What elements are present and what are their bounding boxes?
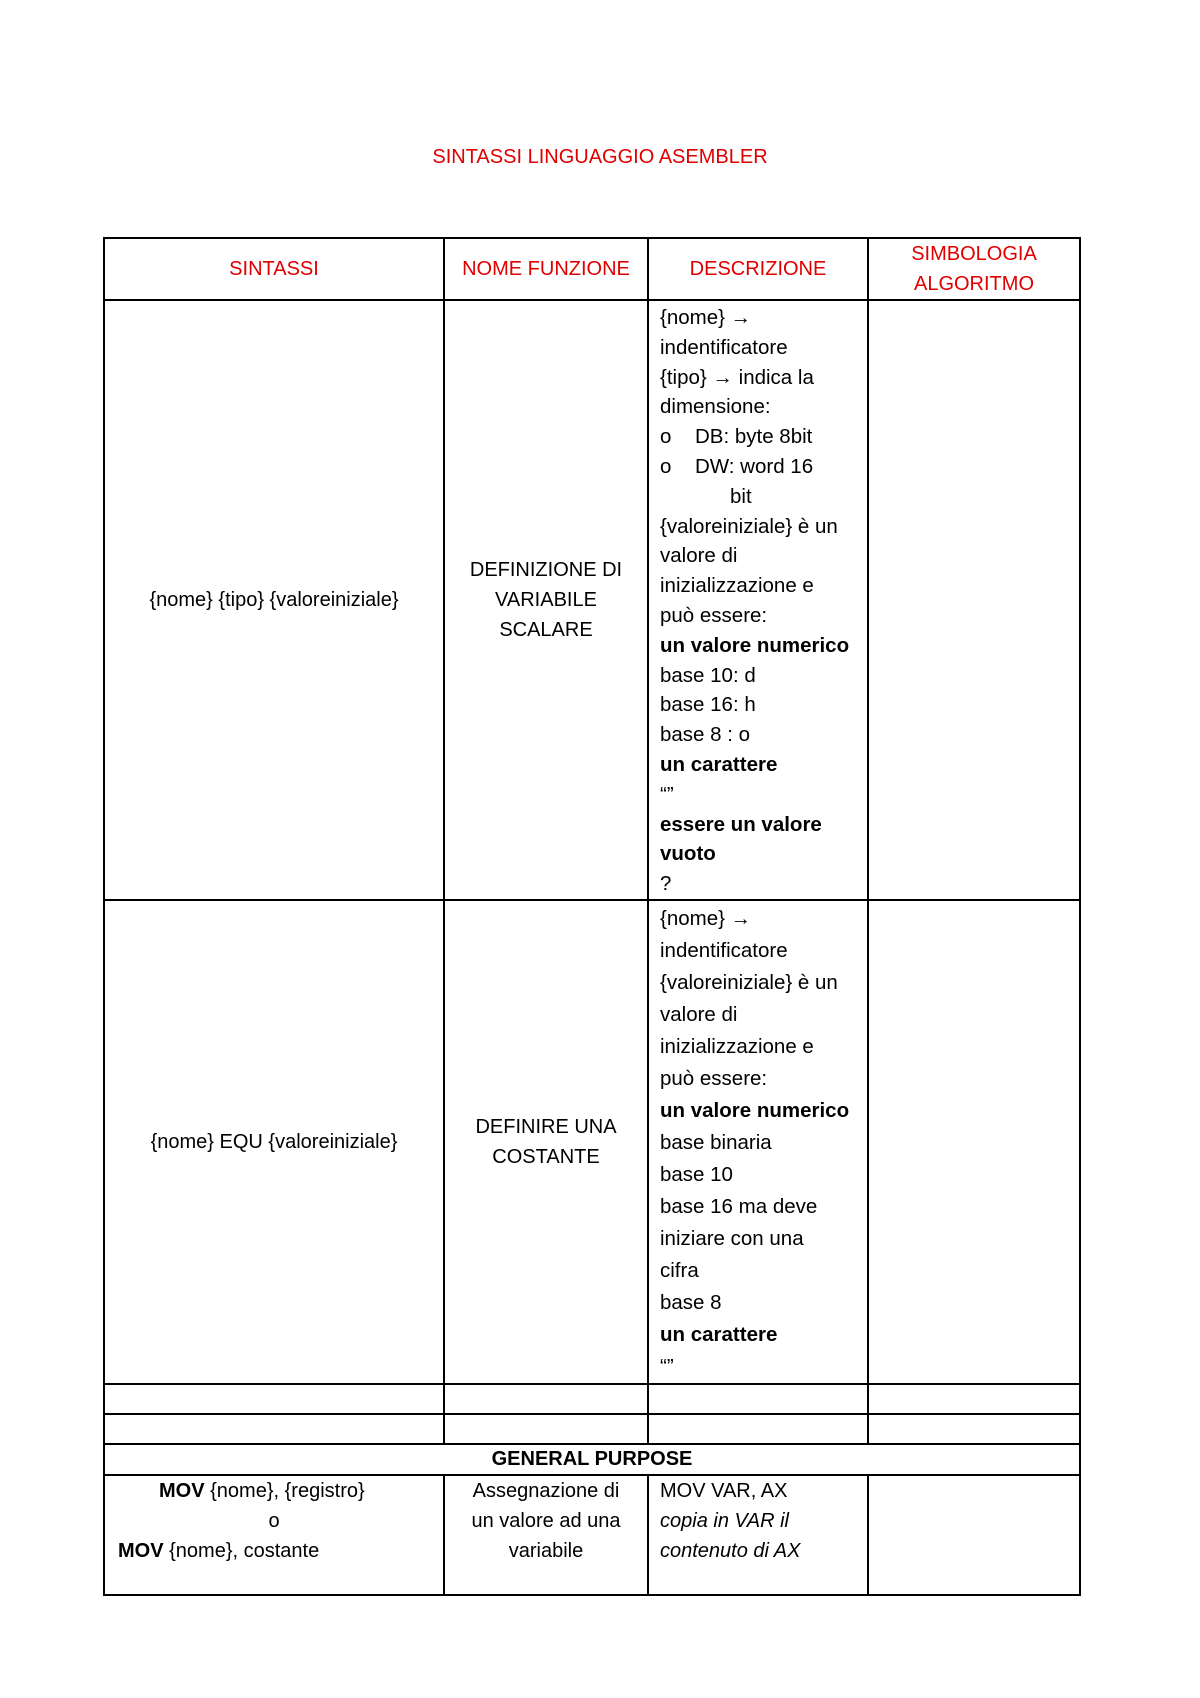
desc-line: un carattere [660,1322,778,1346]
function-text: SCALARE [499,618,593,641]
desc-line: base 16: h [660,693,756,717]
desc-line: copia in VAR il [660,1509,789,1532]
desc-line: essere un valore [660,812,822,836]
description-cell [648,900,868,1384]
desc-line: {nome} → [660,906,752,930]
empty-cell [648,1414,868,1444]
bullet-text: bit [730,484,752,508]
desc-line: “” [660,1354,674,1378]
table-row [104,300,1080,900]
function-cell [444,300,648,900]
desc-line: può essere: [660,603,768,627]
desc-line: base 10 [660,1162,733,1186]
desc-line: {valoreiniziale} è un [660,970,838,994]
empty-cell [868,1414,1080,1444]
syntax-table [103,237,1081,1596]
header-simbologia: SIMBOLOGIA ALGORITMO [868,238,1080,300]
empty-cell [444,1384,648,1414]
function-text: DEFINIRE UNA [475,1115,617,1138]
desc-line: può essere: [660,1066,768,1090]
bullet-text: DW: word 16 [695,454,814,478]
bullet-item [660,422,863,452]
syntax-text: {nome} {tipo} {valoreiniziale} [149,588,399,611]
syntax-keyword: MOV [118,1539,164,1562]
syntax-keyword: MOV [159,1479,205,1502]
function-cell [444,1475,648,1595]
desc-line: inizializzazione e [660,574,814,598]
function-text: Assegnazione di [472,1479,620,1502]
description-cell [648,300,868,900]
empty-cell [648,1384,868,1414]
section-row [104,1444,1080,1475]
desc-line: un valore numerico [660,1098,850,1122]
table-row [104,1475,1080,1595]
symbol-cell [868,900,1080,1384]
desc-line: base 8 [660,1290,722,1314]
header-sintassi: SINTASSI [104,238,444,300]
desc-line: {nome} → [660,306,752,329]
bullet-item [660,452,863,512]
desc-line: {valoreiniziale} è un [660,514,838,538]
section-title: GENERAL PURPOSE [104,1444,1080,1475]
header-row [104,238,1080,300]
empty-row [104,1414,1080,1444]
desc-line: MOV VAR, AX [660,1479,788,1502]
syntax-cell [104,300,444,900]
document-title: SINTASSI LINGUAGGIO ASEMBLER [432,146,768,168]
desc-line: {tipo} → indica la [660,365,814,389]
function-cell [444,900,648,1384]
desc-line: contenuto di AX [660,1539,801,1562]
function-text: COSTANTE [492,1145,600,1168]
desc-line: cifra [660,1258,699,1282]
symbol-cell [868,300,1080,900]
function-text: un valore ad una [471,1509,621,1532]
desc-line: base 8 : o [660,723,751,747]
desc-line: un valore numerico [660,633,850,657]
empty-cell [104,1414,444,1444]
desc-line: iniziare con una [660,1226,804,1250]
empty-cell [104,1384,444,1414]
description-cell [648,1475,868,1595]
table-row [104,900,1080,1384]
syntax-cell [104,1475,444,1595]
desc-line: valore di [660,1002,738,1026]
header-nome-funzione: NOME FUNZIONE [444,238,648,300]
desc-line: indentificatore [660,335,788,359]
syntax-text: o [268,1509,280,1532]
desc-line: valore di [660,544,738,568]
header-descrizione: DESCRIZIONE [648,238,868,300]
function-text: VARIABILE [495,588,597,611]
desc-line: un carattere [660,752,778,776]
syntax-cell [104,900,444,1384]
desc-line: inizializzazione e [660,1034,814,1058]
desc-line: base binaria [660,1130,772,1154]
empty-cell [444,1414,648,1444]
desc-line: dimensione: [660,395,771,419]
empty-row [104,1384,1080,1414]
desc-line: ? [660,872,672,896]
bullet-text: DB: byte 8bit [695,425,813,449]
function-text: variabile [508,1539,584,1562]
syntax-text: {nome}, costante [163,1539,320,1562]
symbol-cell [868,1475,1080,1595]
bullet-marker: o [660,425,672,449]
syntax-text: {nome} EQU {valoreiniziale} [150,1130,398,1153]
empty-cell [868,1384,1080,1414]
desc-line: “” [660,782,674,806]
desc-line: vuoto [660,842,716,866]
bullet-marker: o [660,454,672,478]
desc-line: indentificatore [660,938,788,962]
syntax-text: {nome}, {registro} [204,1479,365,1502]
desc-line: base 16 ma deve [660,1194,818,1218]
desc-line: base 10: d [660,663,756,687]
function-text: DEFINIZIONE DI [469,558,623,581]
